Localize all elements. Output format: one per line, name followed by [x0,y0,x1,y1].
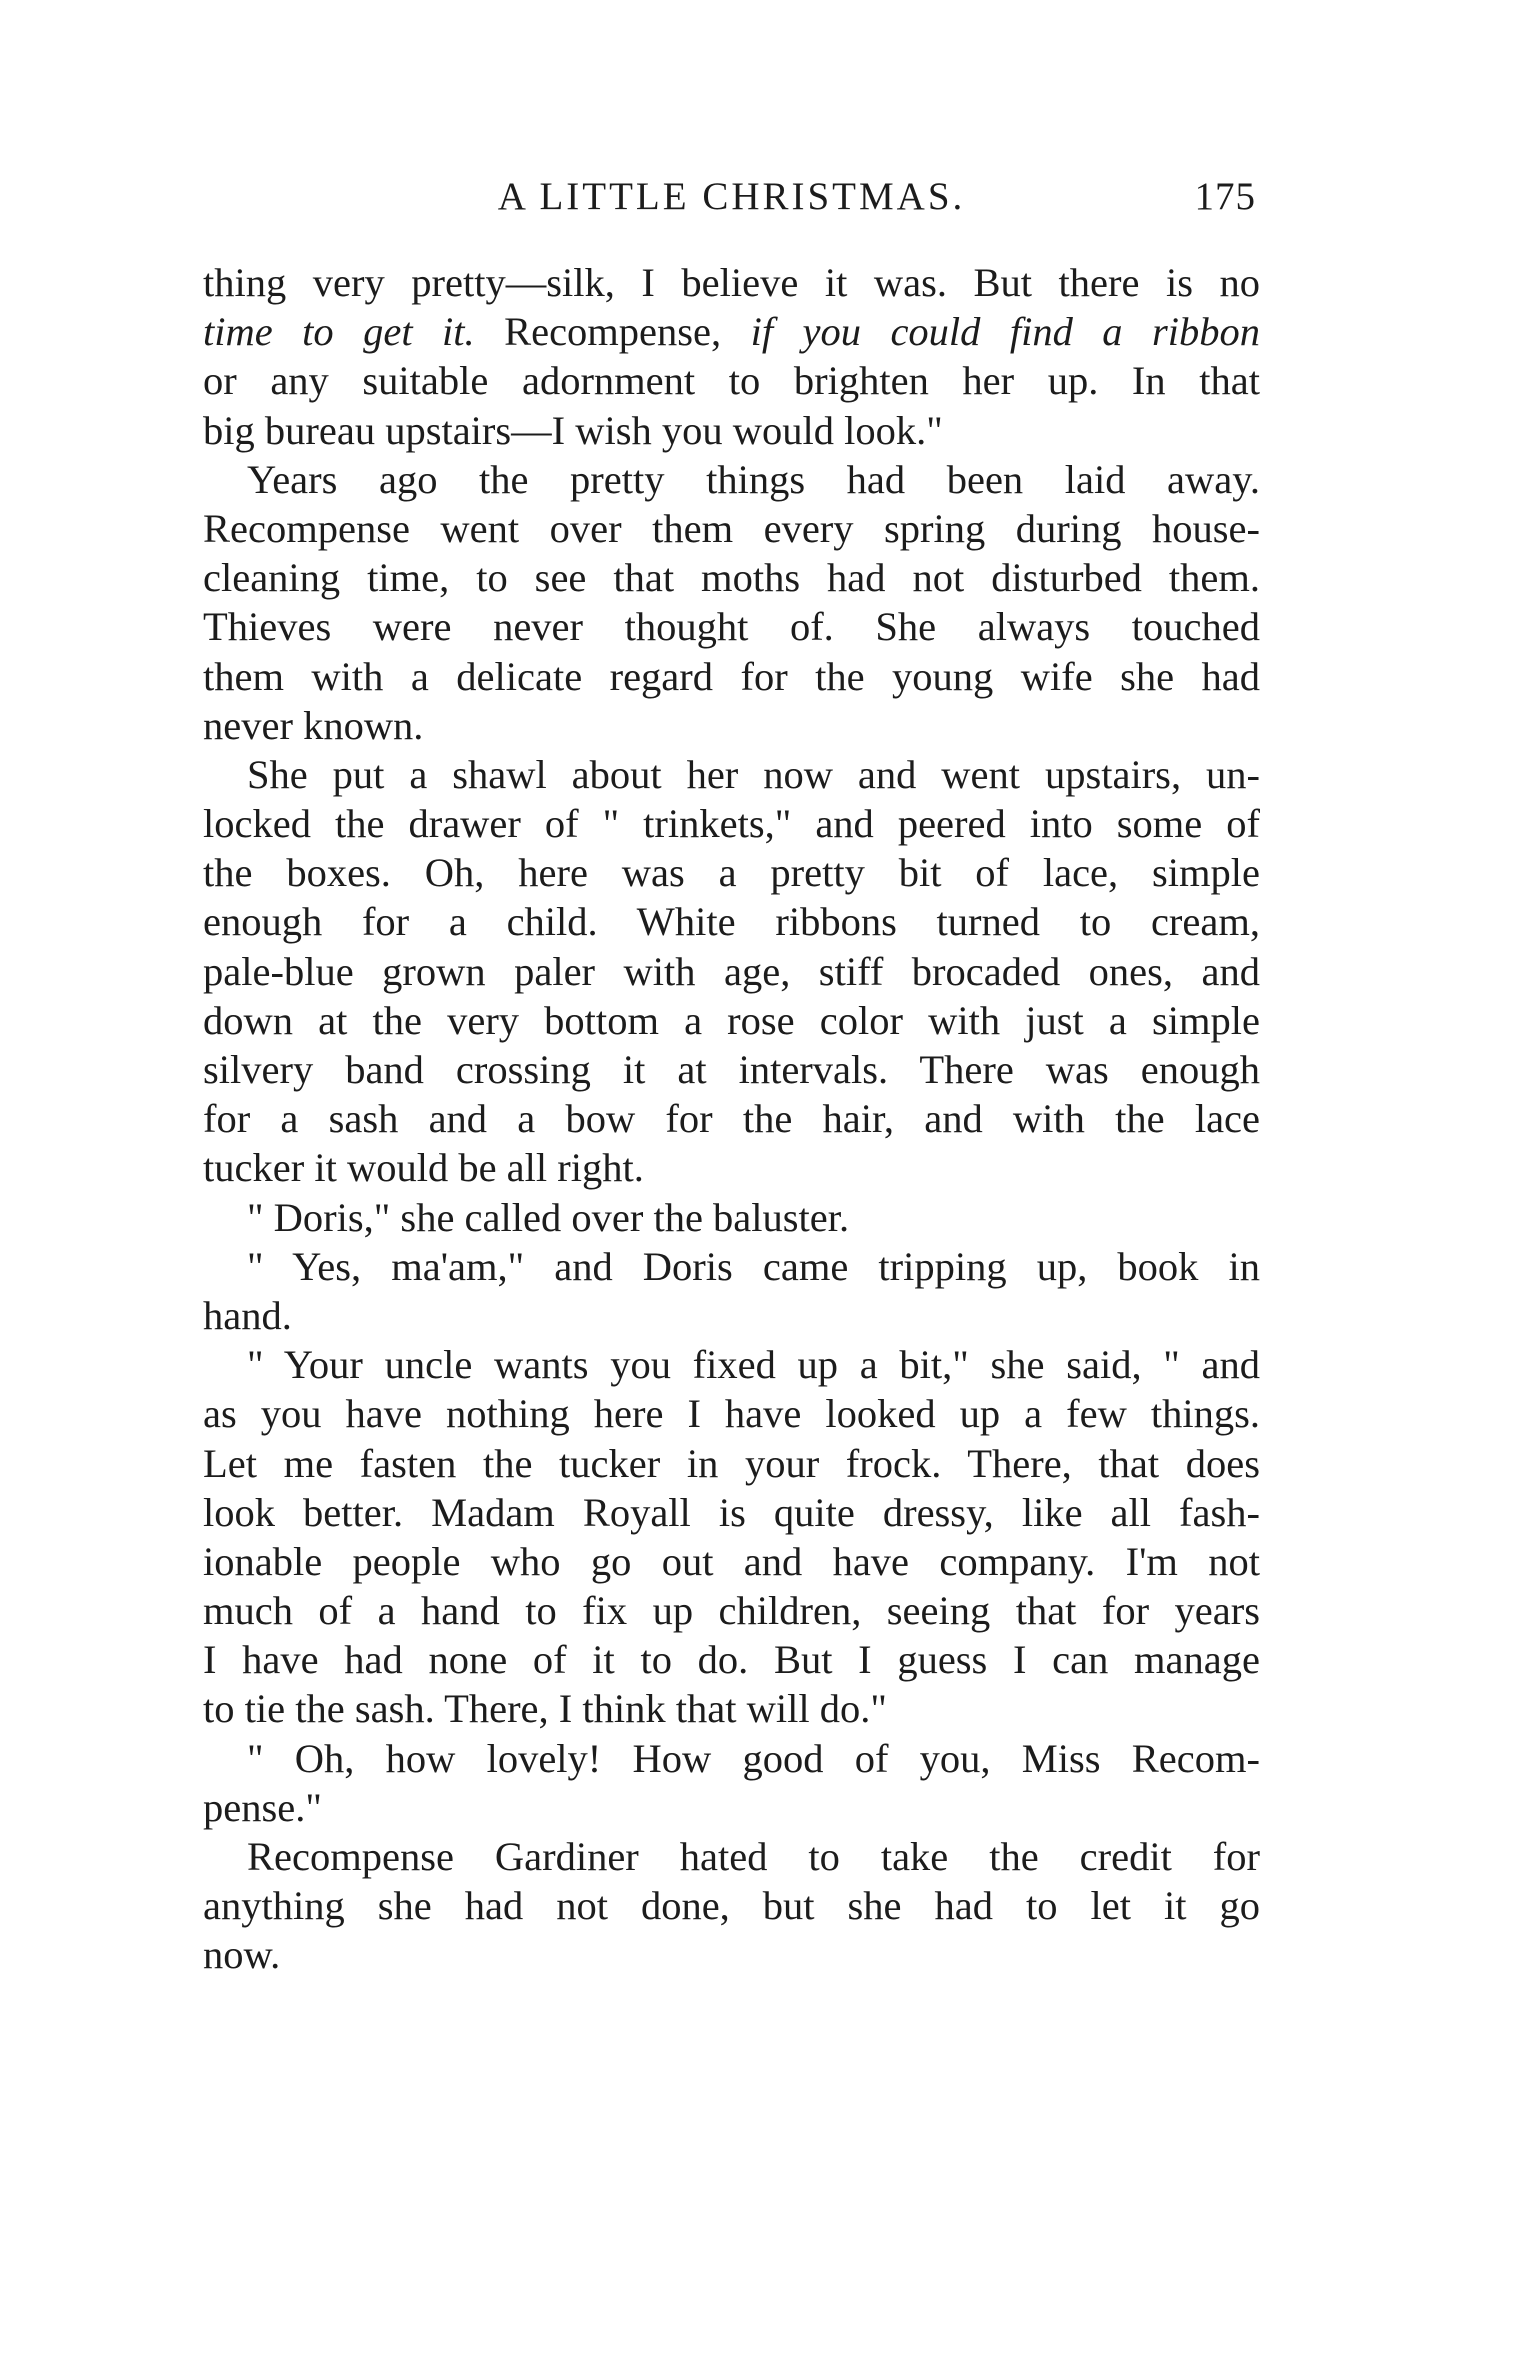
page-number: 175 [1194,175,1256,218]
text-line [203,307,1260,356]
text-line: pense." [203,1784,322,1830]
text-line: tucker it would be all right. [203,1145,644,1191]
text-segment: if you could find a ribbon [750,309,1260,355]
text-line: for a sash and a bow for the hair, and with the lace [203,1096,1260,1142]
text-line: " Doris," she called over the baluster. [247,1194,850,1240]
text-line: Let me fasten the tucker in your frock. There, that does [203,1440,1260,1486]
text-line: " Your uncle wants you fixed up a bit," she said, " and [247,1342,1260,1388]
text-line: or any suitable adornment to brighten her up. In that [203,358,1260,404]
text-line: Years ago the pretty things had been laid away. [247,456,1260,502]
text-line: them with a delicate regard for the young wife she had [203,653,1260,699]
text-line: I have had none of it to do. But I guess I can manage [203,1637,1260,1683]
text-line: Recompense Gardiner hated to take the credit for [247,1834,1260,1879]
text-line: " Oh, how lovely! How good of you, Miss Recom- [247,1735,1260,1781]
text-line: silvery band crossing it at intervals. There was enough [203,1047,1260,1092]
text-line: as you have nothing here I have looked up a few things. [203,1391,1260,1437]
text-line: down at the very bottom a rose color with just a simple [203,997,1260,1043]
text-line: big bureau upstairs—I wish you would look." [203,407,943,453]
text-line: " Yes, ma'am," and Doris came tripping up, book in [247,1243,1260,1289]
text-line: to tie the sash. There, I think that will do." [203,1686,887,1732]
text-line: enough for a child. White ribbons turned to cream, [203,899,1260,945]
running-head [203,168,1260,228]
text-line: pale-blue grown paler with age, stiff brocaded ones, and [203,948,1260,994]
running-title: A LITTLE CHRISTMAS. [497,175,966,218]
text-line: much of a hand to fix up children, seeing that for years [203,1588,1260,1634]
text-line: ionable people who go out and have company. I'm not [203,1538,1260,1584]
text-line: the boxes. Oh, here was a pretty bit of lace, simple [203,850,1260,896]
text-line: never known. [203,702,424,748]
text-line: locked the drawer of " trinkets," and peered into some of [203,801,1260,847]
text-line: cleaning time, to see that moths had not disturbed them. [203,555,1260,601]
text-line: Recompense went over them every spring during house- [203,505,1260,551]
text-line: now. [203,1932,281,1978]
text-line: look better. Madam Royall is quite dressy, like all fash- [203,1489,1260,1535]
text-line: Thieves were never thought of. She always touched [203,604,1260,650]
text-segment: time to get it. [203,309,475,355]
text-line: She put a shawl about her now and went upstairs, un- [247,751,1260,797]
text-line: anything she had not done, but she had to let it go [203,1883,1260,1929]
text-line: hand. [203,1292,292,1338]
text-line: thing very pretty—silk, I believe it was. But there is no [203,260,1260,305]
body-text [203,258,1260,1980]
text-segment: Recompense, [474,309,751,355]
